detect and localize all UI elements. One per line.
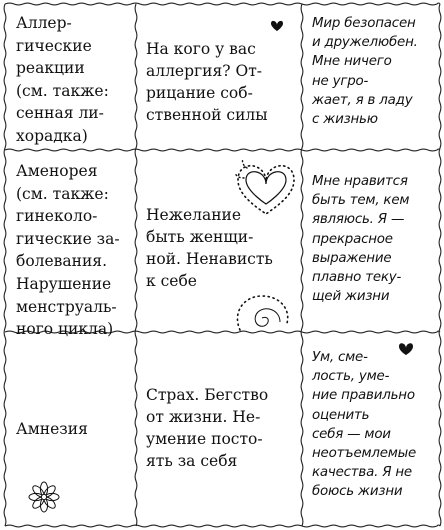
text-line: неотъемлемые xyxy=(312,446,417,462)
text-line: гинеколо- xyxy=(16,207,98,226)
text-line: качества. Я не xyxy=(312,465,412,481)
text-line: гические за- xyxy=(16,229,120,248)
grid-line xyxy=(5,525,440,527)
text-line: гические xyxy=(16,36,92,55)
row2-cause xyxy=(146,204,306,292)
text-line: сенная ли- xyxy=(16,104,104,123)
row1-affirmation xyxy=(312,14,438,129)
text-line: ного цикла) xyxy=(16,320,114,339)
text-line: Мне ничего xyxy=(312,54,392,70)
text-line: ние правильно xyxy=(312,388,415,404)
text-line: болевания. xyxy=(16,252,108,271)
dotted-spiral-icon xyxy=(237,296,287,330)
row1-condition xyxy=(16,12,136,148)
row1-cause xyxy=(146,38,296,126)
text-line: лость, уме- xyxy=(312,369,390,385)
text-line: быть женщи- xyxy=(146,228,254,246)
text-line: от жизни. Не- xyxy=(146,408,261,426)
text-line: аллергия? От- xyxy=(146,62,263,80)
grid-line xyxy=(5,3,440,5)
row3-condition xyxy=(16,336,136,522)
grid-line xyxy=(5,149,440,151)
text-line: Мир безопасен xyxy=(312,16,416,31)
text-line: выражение xyxy=(312,250,392,266)
text-line: ять за себя xyxy=(146,452,238,470)
text-line: хорадка) xyxy=(16,126,88,145)
text-line: (см. также: xyxy=(16,184,109,203)
text-line: Мне нравится xyxy=(312,174,408,189)
text-line: Ум, сме- xyxy=(312,350,368,365)
text-line: быть тем, кем xyxy=(312,193,410,209)
text-line: умение посто- xyxy=(146,430,263,448)
text-line: Нарушение xyxy=(16,274,112,293)
heart-icon xyxy=(271,21,283,31)
text-line: реакции xyxy=(16,59,85,78)
text-line: Нежелание xyxy=(146,206,242,224)
row3-cause xyxy=(146,384,306,472)
row2-condition xyxy=(16,160,136,341)
text-line: себя — мои xyxy=(312,426,391,442)
text-line: Аллер- xyxy=(16,14,72,32)
row2-affirmation xyxy=(312,172,438,306)
row3-affirmation xyxy=(312,348,438,502)
text-line: с жизнью xyxy=(312,112,378,128)
grid-line xyxy=(4,4,6,526)
text-line: боюсь жизни xyxy=(312,484,403,500)
grid-line xyxy=(439,4,441,526)
text-line: прекрасное xyxy=(312,231,393,247)
text-line: рицание соб- xyxy=(146,84,253,102)
text-line: и дружелюбен. xyxy=(312,35,418,51)
text-line: ной. Ненависть xyxy=(146,250,273,268)
text-line: не угро- xyxy=(312,73,369,89)
text-line: Амнезия xyxy=(16,419,88,438)
text-line: ственной силы xyxy=(146,106,268,124)
text-line: щей жизни xyxy=(312,289,390,305)
text-line: являюсь. Я — xyxy=(312,212,405,228)
text-line: оценить xyxy=(312,407,370,423)
text-line: жает, я в ладу xyxy=(312,92,413,108)
text-line: менструаль- xyxy=(16,297,117,316)
text-line: Аменорея xyxy=(16,162,98,180)
text-line: к себе xyxy=(146,272,197,290)
text-line: плавно теку- xyxy=(312,270,402,286)
text-line: На кого у вас xyxy=(146,40,256,58)
text-line: Страх. Бегство xyxy=(146,386,269,404)
text-line: (см. также: xyxy=(16,81,109,100)
